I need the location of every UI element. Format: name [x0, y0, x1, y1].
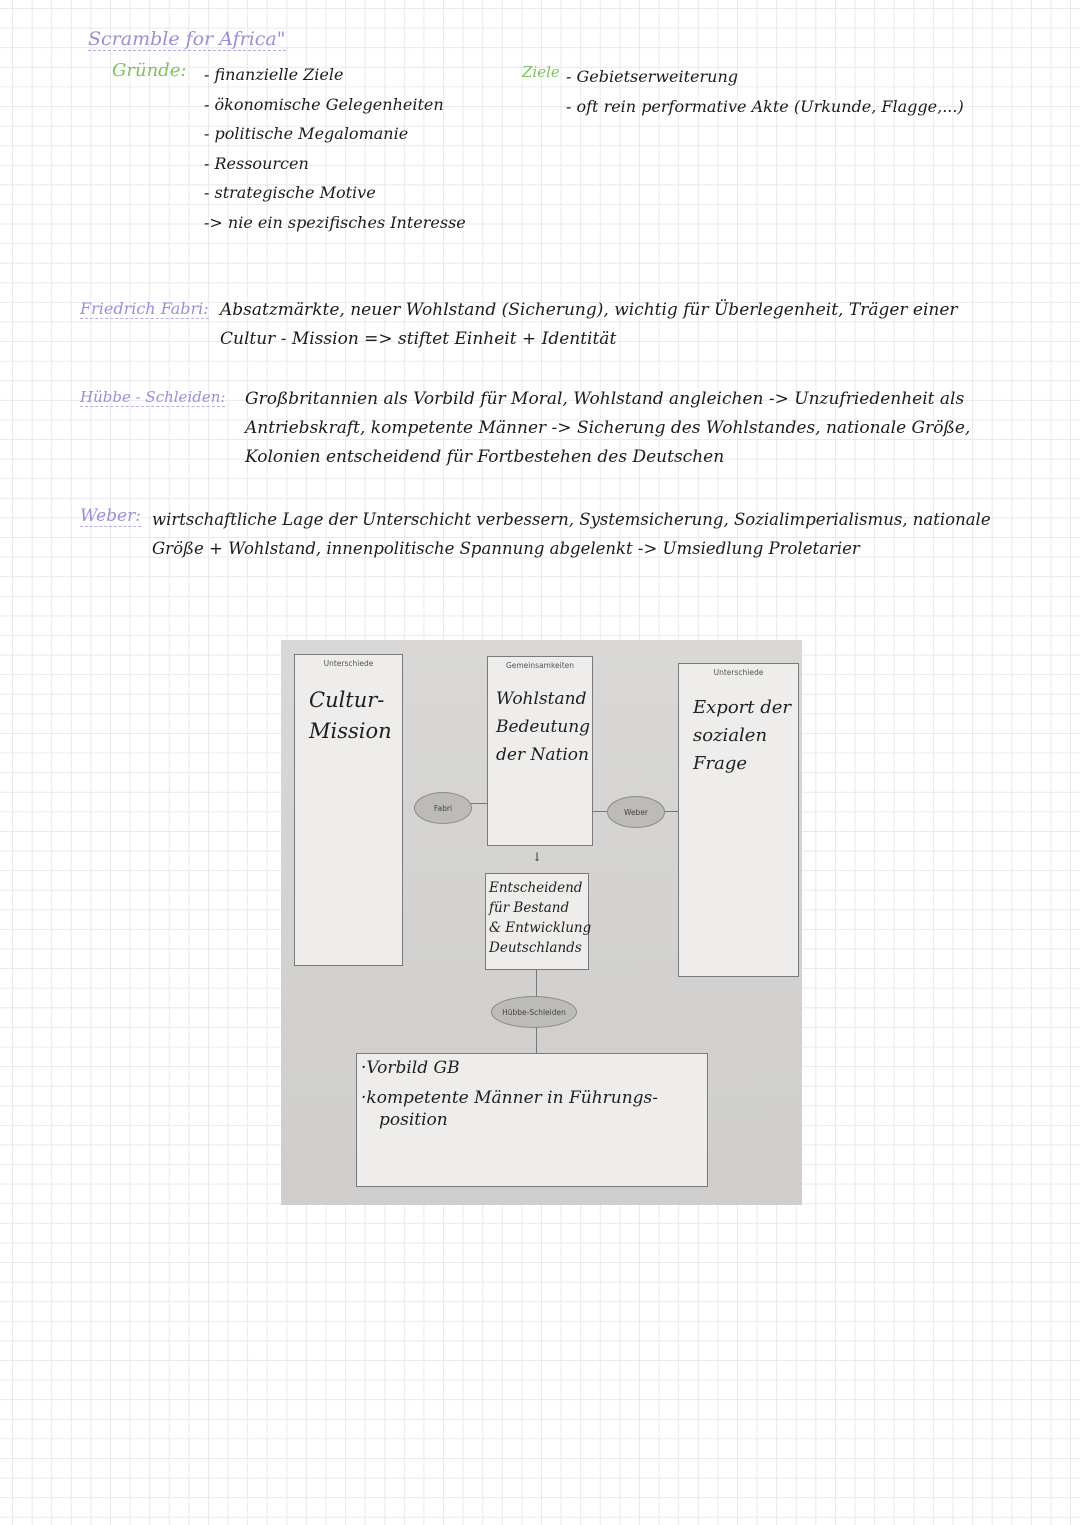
bottom-box	[356, 1053, 708, 1187]
connector-mid-huebbe	[536, 968, 537, 996]
right-box-line: sozialen	[693, 725, 768, 746]
fabri-label: Friedrich Fabri:	[80, 299, 209, 318]
page-title: Scramble for Africa"	[88, 28, 286, 50]
mid-box-line: Entscheidend	[489, 880, 583, 896]
weber-text	[152, 505, 991, 563]
bottom-box-line: ·kompetente Männer in Führungs-	[361, 1088, 659, 1108]
center-box-line: Bedeutung	[496, 717, 591, 737]
left-box-line: Cultur-	[309, 688, 385, 712]
node-weber: Weber	[607, 796, 665, 828]
left-difference-box	[294, 654, 403, 966]
gruende-label: Gründe:	[112, 60, 187, 81]
huebbe-line: Großbritannien als Vorbild für Moral, Wohlstand angleichen -> Unzufriedenheit als	[245, 389, 965, 409]
weber-line: Größe + Wohlstand, innenpolitische Spannung abgelenkt -> Umsiedlung Proletarier	[152, 539, 860, 558]
gruende-item: - strategische Motive	[204, 183, 376, 202]
bottom-box-text	[361, 1057, 658, 1131]
ziele-label: Ziele	[522, 63, 560, 81]
huebbe-line: Antriebskraft, kompetente Männer -> Sicherung des Wohlstandes, nationale Größe,	[245, 418, 971, 438]
bottom-box-line: position	[379, 1110, 448, 1130]
mid-box-line: & Entwicklung	[489, 920, 592, 936]
right-box-text	[693, 694, 791, 778]
right-difference-box	[678, 663, 799, 977]
ziele-item: - oft rein performative Akte (Urkunde, Flagge,...)	[566, 97, 964, 116]
center-common-box	[487, 656, 593, 846]
center-box-line: Wohlstand	[496, 689, 587, 709]
right-box-line: Frage	[693, 753, 747, 774]
mid-conclusion-box	[485, 873, 592, 970]
left-box-line: Mission	[309, 719, 392, 743]
diagram-photo	[281, 640, 802, 1205]
left-box-text	[309, 685, 392, 747]
gruende-item: - ökonomische Gelegenheiten	[204, 94, 444, 114]
huebbe-label: Hübbe - Schleiden:	[80, 388, 226, 406]
ziele-item: - Gebietserweiterung	[566, 67, 739, 86]
right-box-line: Export der	[693, 697, 791, 718]
gruende-item: - Ressourcen	[204, 153, 309, 173]
gruende-item: -> nie ein spezifisches Interesse	[204, 212, 466, 232]
node-fabri: Fabri	[414, 792, 472, 824]
connector-huebbe-bottom	[536, 1026, 537, 1053]
arrow-down-icon: ↓	[532, 850, 543, 864]
center-box-text	[496, 685, 590, 769]
weber-line: wirtschaftliche Lage der Unterschicht verbessern, Systemsicherung, Sozialimperialismus, nationale	[152, 510, 991, 529]
bottom-box-line: ·Vorbild GB	[361, 1058, 460, 1078]
gruende-item: - politische Megalomanie	[204, 124, 409, 143]
fabri-text	[220, 296, 958, 354]
weber-label: Weber:	[80, 506, 141, 526]
fabri-line: Cultur - Mission => stiftet Einheit + Identität	[220, 329, 617, 349]
node-huebbe-schleiden: Hübbe-Schleiden	[491, 996, 577, 1028]
huebbe-line: Kolonien entscheidend für Fortbestehen des Deutschen	[245, 447, 725, 467]
fabri-line: Absatzmärkte, neuer Wohlstand (Sicherung), wichtig für Überlegenheit, Träger einer	[220, 300, 958, 320]
huebbe-text	[245, 385, 970, 472]
left-box-heading: Unterschiede	[323, 659, 374, 668]
mid-box-text	[489, 878, 591, 958]
mid-box-line: für Bestand	[489, 900, 570, 916]
center-box-heading: Gemeinsamkeiten	[505, 661, 575, 670]
right-box-heading: Unterschiede	[713, 668, 764, 677]
center-box-line: der Nation	[496, 745, 589, 765]
mid-box-line: Deutschlands	[489, 940, 582, 956]
ziele-list	[566, 62, 964, 122]
gruende-list	[204, 60, 466, 237]
gruende-item: - finanzielle Ziele	[204, 65, 344, 84]
